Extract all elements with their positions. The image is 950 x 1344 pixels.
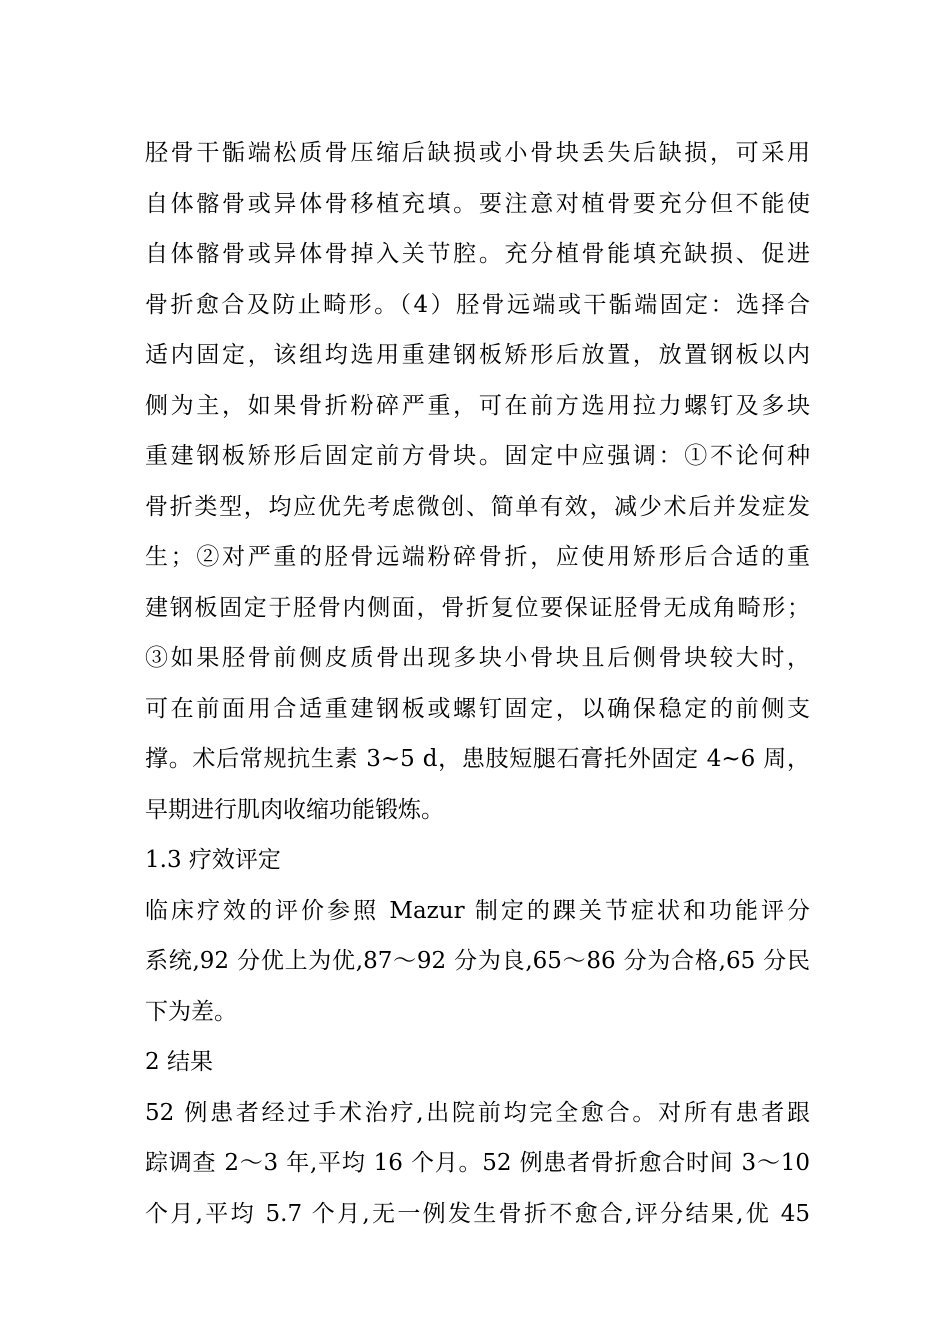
text-line: 系统,92 分优上为优,87～92 分为良,65～86 分为合格,65 分民	[145, 948, 810, 974]
section-heading: 1.3 疗效评定	[145, 847, 281, 873]
text-line: 临床疗效的评价参照 Mazur 制定的踝关节症状和功能评分	[145, 897, 810, 924]
text-line: 52 例患者经过手术治疗,出院前均完全愈合。对所有患者跟	[145, 1099, 810, 1126]
text-line: 早期进行肌肉收缩功能锻炼。	[145, 796, 444, 823]
document-body	[145, 128, 810, 1239]
text-line: 自体髂骨或异体骨掉入关节腔。充分植骨能填充缺损、促进	[145, 241, 810, 267]
text-line: 生；②对严重的胫骨远端粉碎骨折，应使用矫形后合适的重	[145, 544, 810, 570]
text-line: 适内固定，该组均选用重建钢板矫形后放置，放置钢板以内	[145, 342, 810, 368]
text-line: 骨折愈合及防止畸形。（4）胫骨远端或干骺端固定：选择合	[145, 291, 810, 318]
text-line: 自体髂骨或异体骨移植充填。要注意对植骨要充分但不能使	[145, 190, 810, 217]
text-line: 建钢板固定于胫骨内侧面，骨折复位要保证胫骨无成角畸形；	[145, 594, 810, 621]
text-line: 重建钢板矫形后固定前方骨块。固定中应强调：①不论何种	[145, 443, 810, 469]
text-line: 下为差。	[145, 998, 237, 1025]
text-line: 侧为主，如果骨折粉碎严重，可在前方选用拉力螺钉及多块	[145, 392, 810, 419]
text-line: ③如果胫骨前侧皮质骨出现多块小骨块且后侧骨块较大时，	[145, 645, 810, 671]
text-line: 骨折类型，均应优先考虑微创、简单有效，减少术后并发症发	[145, 493, 810, 520]
text-line: 踪调查 2～3 年,平均 16 个月。52 例患者骨折愈合时间 3～10	[145, 1150, 810, 1176]
text-line: 个月,平均 5.7 个月,无一例发生骨折不愈合,评分结果,优 45	[145, 1200, 810, 1227]
text-line: 撑。术后常规抗生素 3~5 d，患肢短腿石膏托外固定 4~6 周，	[145, 746, 810, 772]
text-line: 胫骨干骺端松质骨压缩后缺损或小骨块丢失后缺损，可采用	[145, 140, 810, 166]
text-line: 可在前面用合适重建钢板或螺钉固定，以确保稳定的前侧支	[145, 695, 810, 722]
section-heading: 2 结果	[145, 1049, 213, 1075]
